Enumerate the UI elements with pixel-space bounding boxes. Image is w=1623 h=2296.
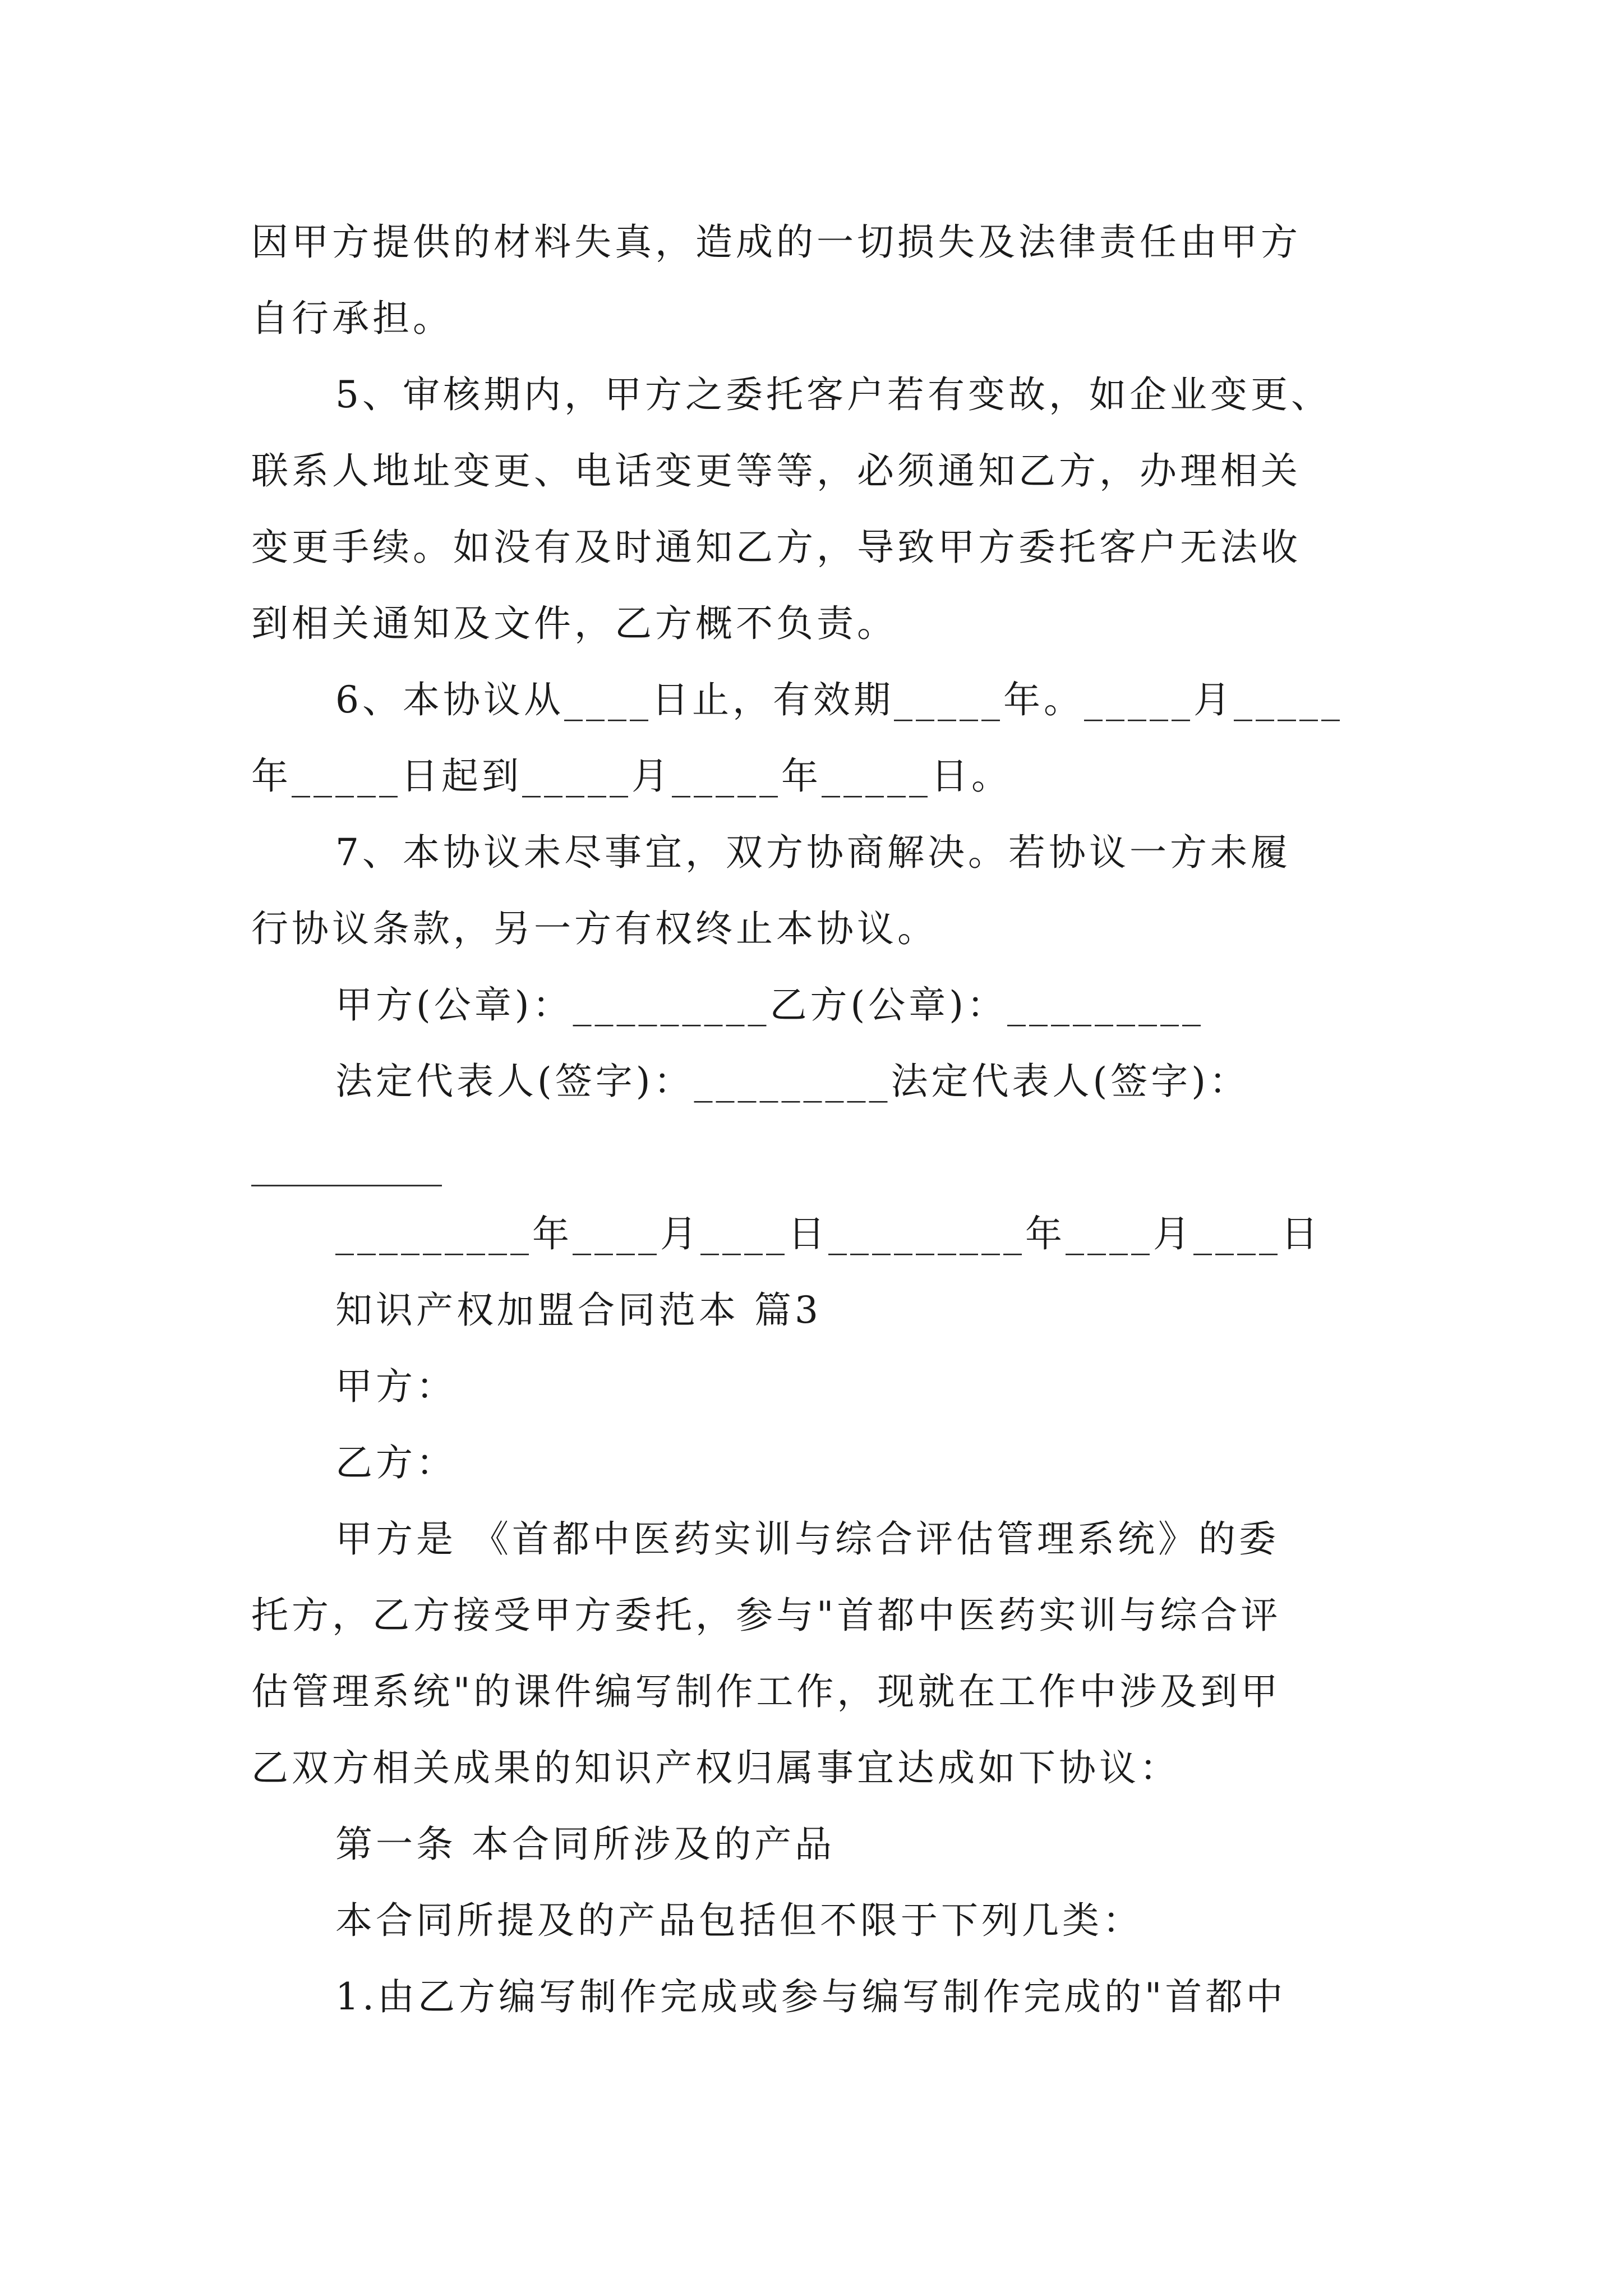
signature-line-seal: 甲方(公章)：_________乙方(公章)：_________ [335, 983, 1204, 1027]
paragraph-line: 年_____日起到_____月_____年_____日。 [251, 754, 1012, 798]
paragraph-line: 托方，乙方接受甲方委托，参与"首都中医药实训与综合评 [251, 1594, 1281, 1637]
section-heading: 知识产权加盟合同范本 篇3 [335, 1289, 822, 1332]
paragraph-line: 本合同所提及的产品包括但不限于下列几类： [335, 1899, 1143, 1942]
paragraph-line: 因甲方提供的材料失真，造成的一切损失及法律责任由甲方 [251, 220, 1301, 264]
paragraph-line: 联系人地址变更、电话变更等等，必须通知乙方，办理相关 [251, 449, 1301, 493]
paragraph-line: 7、本协议未尽事宜，双方协商解决。若协议一方未履 [335, 831, 1291, 874]
paragraph-line: 乙双方相关成果的知识产权归属事宜达成如下协议： [251, 1746, 1180, 1789]
article-heading: 第一条 本合同所涉及的产品 [335, 1823, 835, 1866]
paragraph-line: 甲方是 《首都中医药实训与综合评估管理系统》的委 [335, 1517, 1279, 1561]
paragraph-line: 变更手续。如没有及时通知乙方，导致甲方委托客户无法收 [251, 526, 1301, 569]
paragraph-line: 估管理系统"的课件编写制作工作，现就在工作中涉及到甲 [251, 1670, 1281, 1713]
paragraph-line: 6、本协议从____日止，有效期_____年。_____月_____ [335, 678, 1343, 721]
party-a-label: 甲方： [335, 1365, 457, 1408]
list-item: 1.由乙方编写制作完成或参与编写制作完成的"首都中 [335, 1975, 1287, 2018]
paragraph-line: 自行承担。 [251, 297, 453, 340]
paragraph-line: 到相关通知及文件，乙方概不负责。 [251, 602, 897, 645]
signature-blank-underline [251, 1185, 442, 1186]
paragraph-line: 行协议条款，另一方有权终止本协议。 [251, 907, 938, 950]
paragraph-line: 5、审核期内，甲方之委托客户若有变故，如企业变更、 [335, 373, 1331, 416]
signature-date-line: _________年____月____日_________年____月____日 [335, 1212, 1321, 1255]
signature-line-representative: 法定代表人(签字)：_________法定代表人(签字)： [335, 1060, 1249, 1103]
party-b-label: 乙方： [335, 1441, 457, 1484]
